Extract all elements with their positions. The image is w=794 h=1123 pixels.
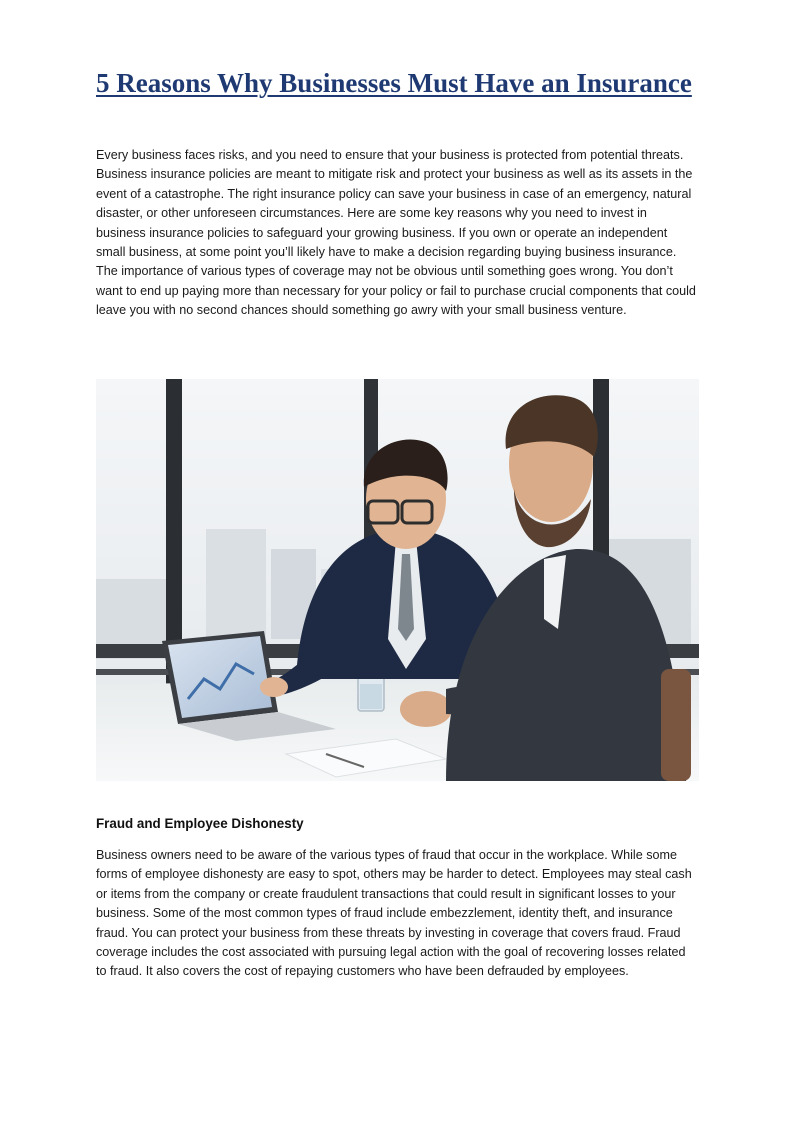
- business-meeting-photo: [96, 379, 699, 781]
- section-body-fraud: Business owners need to be aware of the various types of fraud that occur in the workplace. While some forms of employee dishonesty are easy to spot, others may be harder to detect. Employees may steal cash or items from the company or create fraudulent transactions that could result in significant losses to your business. Some of the most common types of fraud include embezzlement, identity theft, and insurance fraud. You can protect your business from these threats by investing in coverage that covers fraud. Fraud coverage includes the cost associated with pursuing legal action with the goal of recovering losses related to fraud. It also covers the cost of repaying customers who have been defrauded by employees.: [96, 848, 692, 979]
- page-title: 5 Reasons Why Businesses Must Have an Insurance: [96, 68, 692, 98]
- section-heading-fraud: Fraud and Employee Dishonesty: [96, 816, 304, 831]
- intro-paragraph: Every business faces risks, and you need to ensure that your business is protected from potential threats. Business insurance policies are meant to mitigate risk and protect your business as well as its assets in the event of a catastrophe. The right insurance policy can save your business in case of an emergency, natural disaster, or other unforeseen circumstances. Here are some key reasons why you need to invest in business insurance policies to safeguard your growing business. If you own or operate an independent small business, at some point you’ll likely have to make a decision regarding buying business insurance. The importance of various types of coverage may not be obvious until something goes wrong. You don’t want to end up paying more than necessary for your policy or fail to purchase crucial components that could leave you with no second chances should something go awry with your small business venture.: [96, 148, 696, 318]
